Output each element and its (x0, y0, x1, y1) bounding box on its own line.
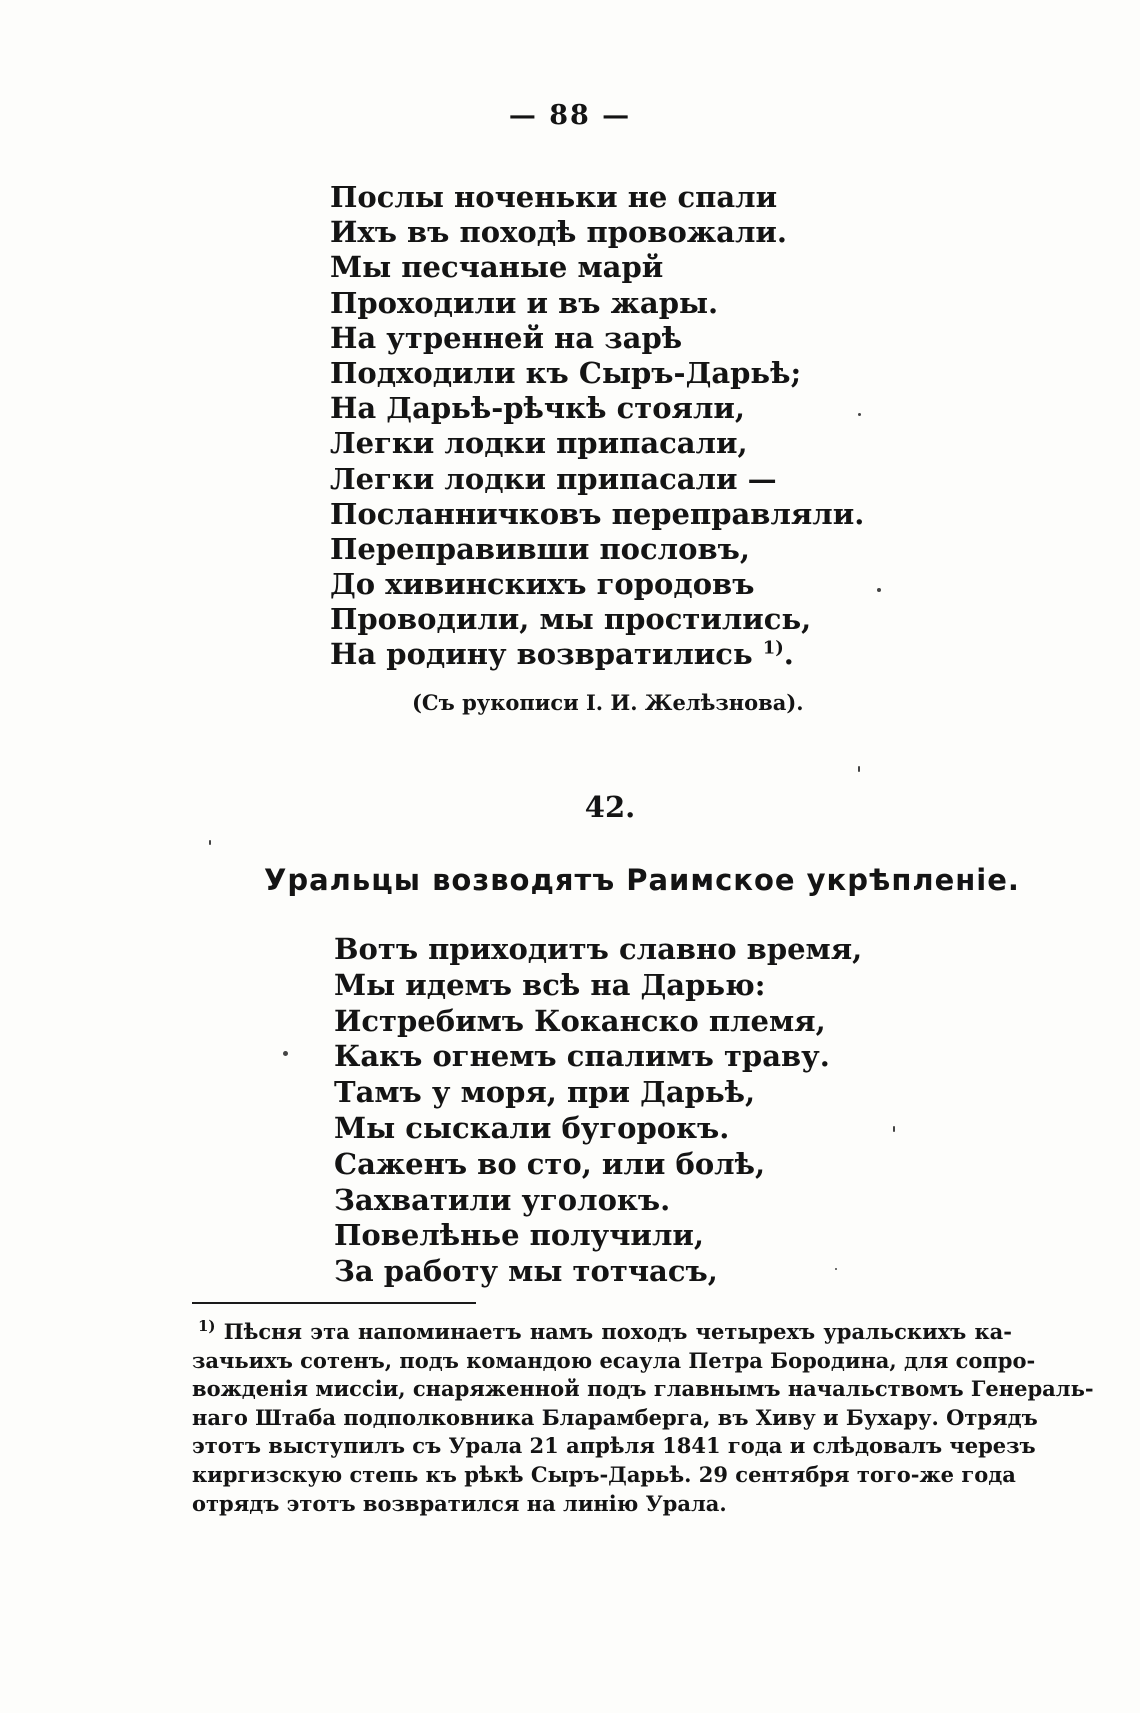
scan-speck (893, 1126, 895, 1132)
footnote-line: наго Штаба подполковника Бларамберга, въ Хиву и Бухару. Отрядъ (192, 1404, 1038, 1430)
verse-poem-42 (334, 932, 862, 1290)
verse-line: Посланничковъ переправляли. (330, 496, 865, 531)
scan-speck (209, 840, 211, 845)
scan-speck (877, 588, 881, 592)
footnote-line: этотъ выступилъ съ Урала 21 апрѣля 1841 года и слѣдовалъ черезъ (192, 1433, 1036, 1459)
verse-line: На утренней на зарѣ (330, 320, 683, 355)
verse-line: Мы сыскали бугорокъ. (334, 1110, 730, 1145)
verse-line: Легки лодки припасали, (330, 426, 748, 461)
verse-line: На Дарьѣ-рѣчкѣ стояли, (330, 391, 746, 426)
verse-line: Ихъ въ походѣ провожали. (330, 215, 788, 250)
verse-line: Захватили уголокъ. (334, 1182, 671, 1217)
verse-line: За работу мы тотчасъ, (334, 1254, 718, 1289)
verse-line: Вотъ приходитъ славно время, (334, 932, 863, 966)
footnote-marker: 1) (198, 1317, 216, 1335)
footnote (192, 1317, 1094, 1518)
scan-speck (858, 413, 861, 416)
verse-line-text: На родину возвратились (330, 637, 753, 672)
source-attribution: (Съ рукописи І. И. Желѣзнова). (412, 690, 804, 715)
footnote-line: вожденія миссіи, снаряженной подъ главнымъ начальствомъ Генераль- (192, 1376, 1094, 1402)
page-number: — 88 — (508, 100, 632, 131)
verse-line: Повелѣнье получили, (334, 1218, 704, 1253)
footnote-divider (192, 1302, 476, 1304)
verse-line-last (330, 637, 864, 672)
verse-line: Какъ огнемъ спалимъ траву. (334, 1039, 830, 1074)
verse-line: Легки лодки припасали — (330, 461, 777, 496)
footnote-line: киргизскую степь къ рѣкѣ Сыръ-Дарьѣ. 29 сентября того-же года (192, 1461, 1016, 1487)
verse-line: Тамъ у моря, при Дарьѣ, (334, 1075, 756, 1110)
verse-line: Истребимъ Коканско племя, (334, 1003, 826, 1038)
verse-line: Переправивши пословъ, (330, 531, 750, 566)
verse-line: Мы песчаные марй (330, 250, 664, 285)
footnote-line: отрядъ этотъ возвратился на линію Урала. (192, 1490, 727, 1516)
song-number: 42. (584, 790, 636, 824)
verse-line: Мы идемъ всѣ на Дарью: (334, 967, 766, 1002)
verse-line: Саженъ во сто, или болѣ, (334, 1146, 766, 1181)
verse-line: Послы ноченьки не спали (330, 180, 778, 214)
scan-speck (858, 766, 860, 772)
song-title: Уральцы возводятъ Раимское укрѣпленіе. (264, 863, 1020, 897)
verse-line: Подходили къ Сыръ-Дарьѣ; (330, 355, 802, 390)
verse-poem-end (330, 180, 864, 673)
verse-line: Проводили, мы простились, (330, 602, 812, 637)
footnote-line (192, 1318, 1012, 1347)
verse-line: До хивинскихъ городовъ (330, 567, 755, 602)
footnote-line: зачьихъ сотенъ, подъ командою есаула Петра Бородина, для сопро- (192, 1347, 1036, 1373)
footnote-reference: 1) (762, 637, 784, 659)
scan-speck (835, 1268, 837, 1270)
verse-line: Проходили и въ жары. (330, 285, 719, 320)
scan-speck (283, 1051, 288, 1056)
footnote-line-text: Пѣсня эта напоминаетъ намъ походъ четырехъ уральскихъ ка- (223, 1319, 1013, 1344)
verse-line-end: . (783, 637, 794, 672)
